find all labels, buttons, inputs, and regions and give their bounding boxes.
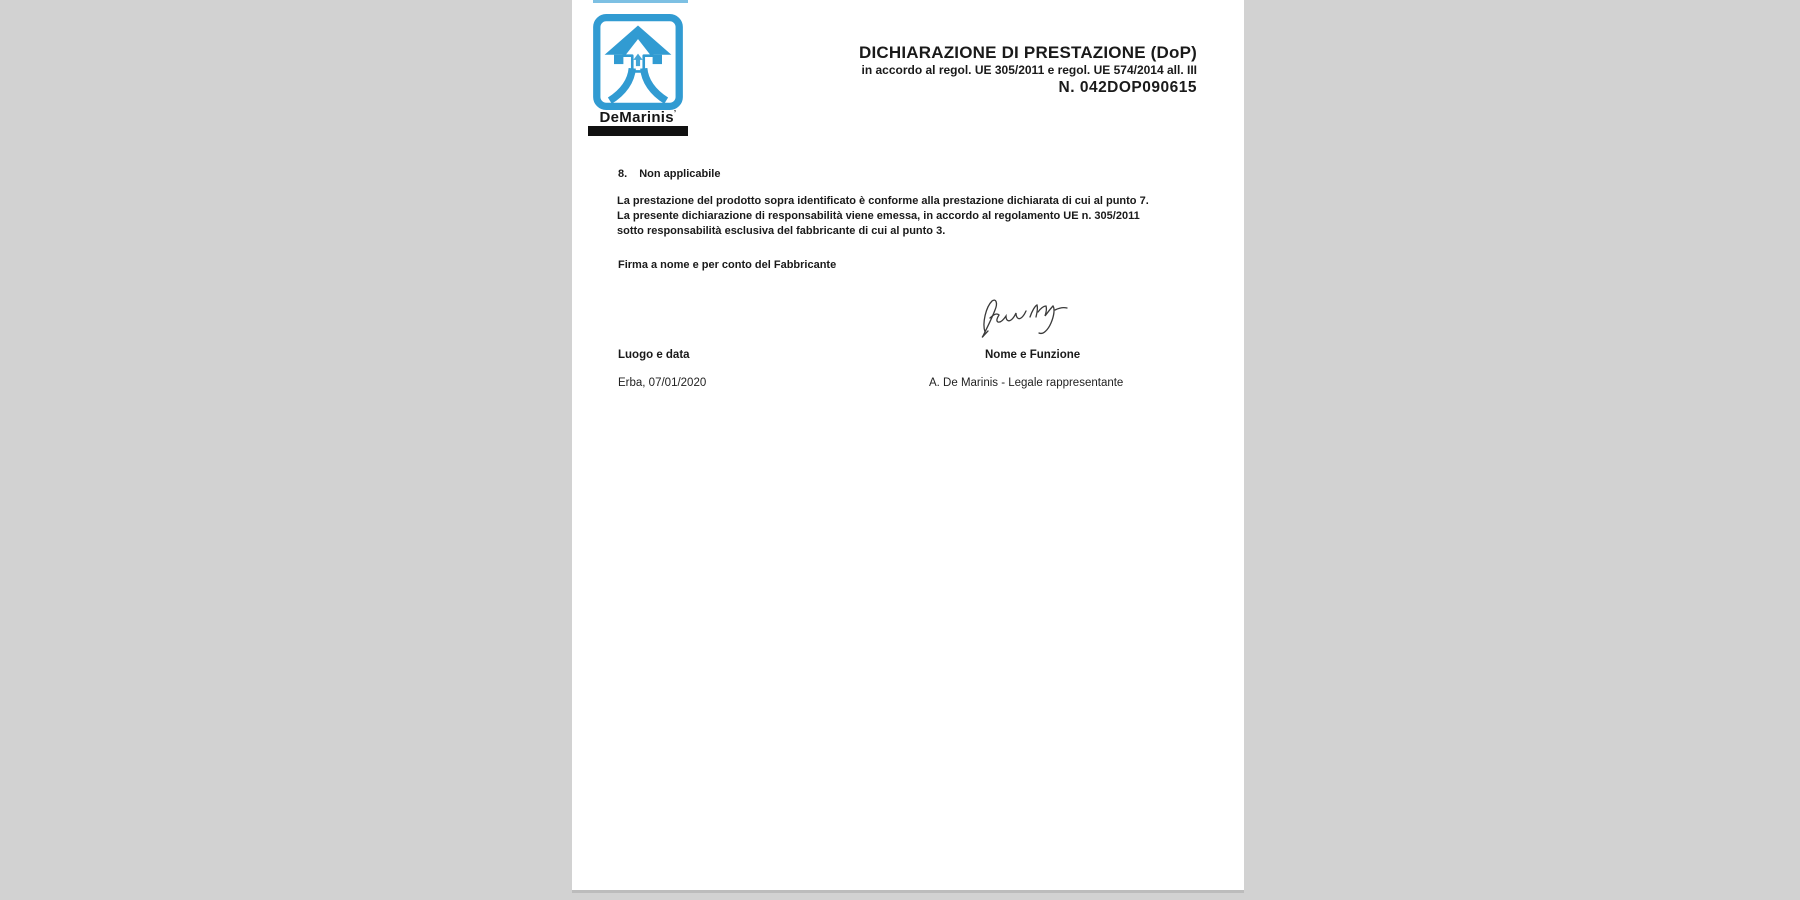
demarinis-logo — [588, 13, 688, 139]
top-crop-strip — [593, 0, 688, 3]
name-function-value: A. De Marinis - Legale rappresentante — [929, 377, 1124, 389]
logo-trademark: ’ — [673, 109, 677, 118]
logo-wordmark: DeMarinis’ — [599, 109, 677, 126]
house-arrow-icon — [593, 14, 683, 110]
document-title: DICHIARAZIONE DI PRESTAZIONE (DoP) — [859, 43, 1197, 62]
conformity-paragraph — [617, 194, 1149, 240]
paragraph-line: La prestazione del prodotto sopra identificato è conforme alla prestazione dichiarata di cui al punto 7. — [617, 195, 1149, 207]
logo-black-bar — [588, 126, 688, 136]
document-subtitle: in accordo al regol. UE 305/2011 e regol. UE 574/2014 all. III — [861, 63, 1197, 77]
signature-caption: Firma a nome e per conto del Fabbricante — [618, 259, 837, 271]
clause-label: Non applicabile — [639, 168, 721, 180]
paragraph-line: sotto responsabilità esclusiva del fabbricante di cui al punto 3. — [617, 225, 946, 238]
paragraph-line: La presente dichiarazione di responsabilità viene emessa, in accordo al regolamento UE n. 305/2011 — [617, 210, 1140, 223]
place-date-value: Erba, 07/01/2020 — [618, 377, 707, 389]
clause-8 — [618, 168, 720, 180]
clause-number: 8. — [618, 168, 628, 180]
place-date-label: Luogo e data — [618, 349, 690, 361]
document-number: N. 042DOP090615 — [1058, 79, 1197, 96]
name-function-label: Nome e Funzione — [985, 349, 1081, 361]
signature-image — [977, 292, 1073, 340]
document-header — [859, 42, 1197, 97]
